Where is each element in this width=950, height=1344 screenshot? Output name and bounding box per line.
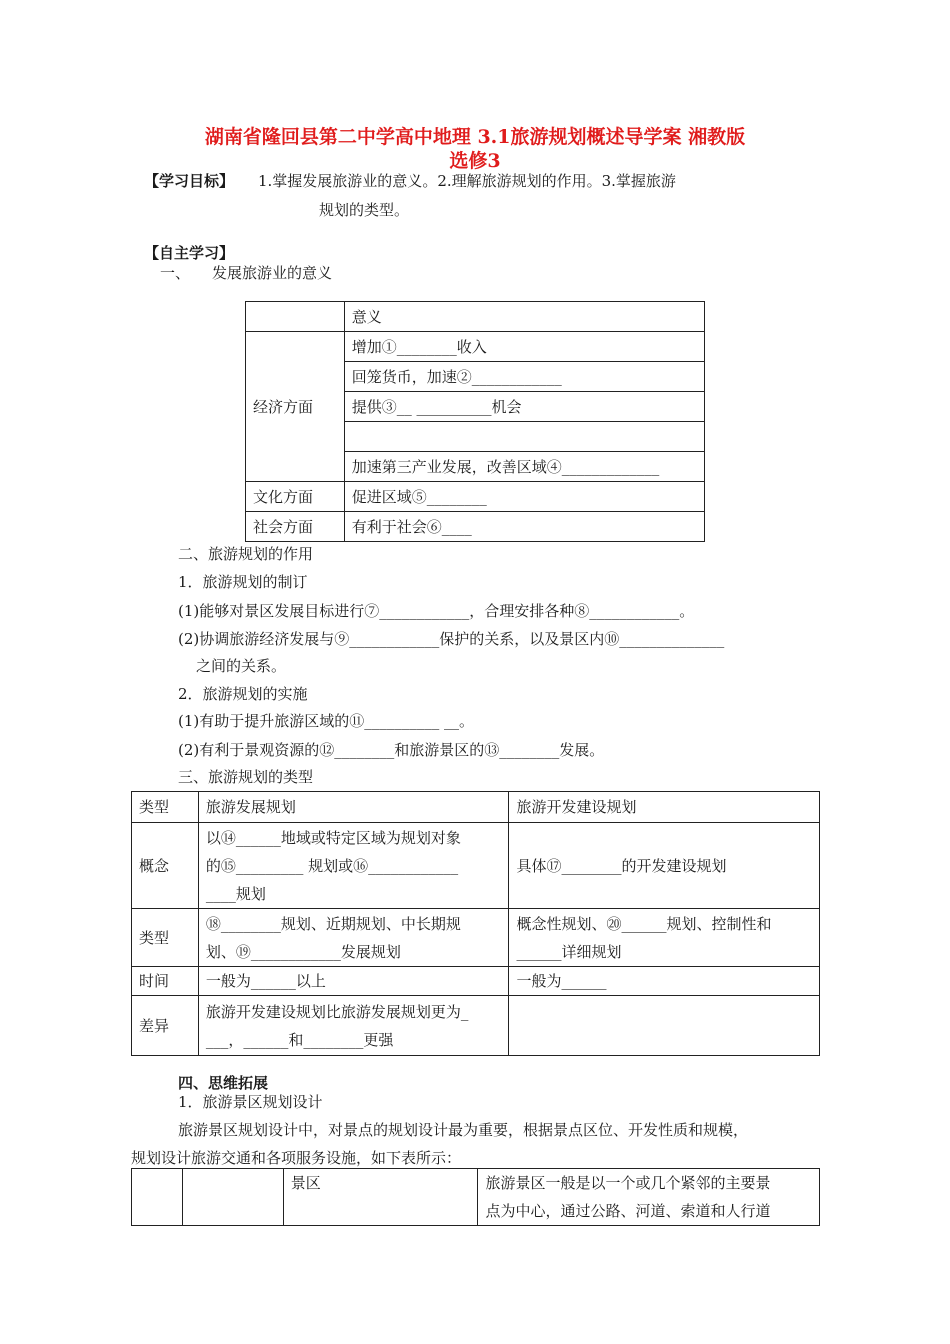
significance-table: [245, 301, 705, 542]
table1-row5: 加速第三产业发展，改善区域④_____________: [344, 452, 704, 482]
type-con-line2: ______详细规划: [516, 942, 622, 961]
concept-dev-line2: 的⑮_________ 规划或⑯____________: [205, 856, 459, 875]
planning-types-table: [131, 791, 820, 1056]
table2-concept-label: 概念: [132, 823, 199, 909]
goals-line2: 规划的类型。: [319, 201, 410, 219]
table2-header-construction: 旅游开发建设规划: [509, 792, 820, 823]
goals-label: 【学习目标】: [144, 172, 235, 190]
concept-dev-line3: ____规划: [205, 884, 266, 903]
section4-para1: 旅游景区规划设计中，对景点的规划设计最为重要，根据景点区位、开发性质和规模，: [178, 1121, 749, 1139]
section2-sub2: 2．旅游规划的实施: [178, 685, 308, 703]
section2-line4: (1)有助于提升旅游区域的⑪__________ __。: [178, 712, 475, 730]
section2-line1: (1)能够对景区发展目标进行⑦____________，合理安排各种⑧____________。: [178, 602, 695, 620]
scenic-desc-line1: 旅游景区一般是以一个或几个紧邻的主要景: [485, 1174, 771, 1192]
section2-line3: 之间的关系。: [196, 657, 287, 675]
table2-concept-development: [198, 823, 509, 909]
cultural-aspect-label: 文化方面: [246, 482, 345, 512]
difference-line2: ___，______和________更强: [205, 1030, 394, 1049]
table2-difference-label: 差异: [132, 996, 199, 1056]
table2-type-construction: [509, 909, 820, 967]
table2-type-development: [198, 909, 509, 967]
table1-row6: 促进区域⑤________: [344, 482, 704, 512]
goals-line1: 1.掌握发展旅游业的意义。2.理解旅游规划的作用。3.掌握旅游: [258, 172, 676, 190]
section1-title: 发展旅游业的意义: [212, 264, 333, 282]
type-dev-line1: ⑱________规划、近期规划、中长期规: [205, 914, 461, 933]
table2-difference-text: [198, 996, 509, 1056]
document-title-line2: 选修3: [449, 150, 501, 172]
scenic-design-table: [131, 1168, 820, 1226]
table2-type-label: 类型: [132, 909, 199, 967]
difference-line1: 旅游开发建设规划比旅游发展规划更为_: [205, 1002, 469, 1021]
section4-para2: 规划设计旅游交通和各项服务设施，如下表所示：: [131, 1149, 462, 1167]
economic-aspect-label: 经济方面: [246, 332, 345, 482]
concept-dev-line1: 以⑭______地域或特定区域为规划对象: [205, 828, 461, 847]
table1-row2: 回笼货币，加速②____________: [344, 362, 704, 392]
table2-header-type: 类型: [132, 792, 199, 823]
table2-difference-empty: [509, 996, 820, 1056]
section2-sub1: 1．旅游规划的制订: [178, 573, 308, 591]
self-study-label: 【自主学习】: [144, 244, 235, 262]
section1-number: 一、: [160, 264, 191, 282]
table2-time-development: 一般为______以上: [198, 967, 509, 996]
table1-row7: 有利于社会⑥____: [344, 512, 704, 542]
section4-sub1: 1．旅游景区规划设计: [178, 1093, 323, 1111]
table2-time-label: 时间: [132, 967, 199, 996]
section2-line5: (2)有利于景观资源的⑫________和旅游景区的⑬________发展。: [178, 741, 605, 759]
table3-cell2: [182, 1169, 283, 1226]
type-dev-line2: 划、⑲____________发展规划: [205, 942, 401, 961]
table3-scenic-area-label: 景区: [283, 1169, 478, 1226]
table1-empty-header: [246, 302, 345, 332]
section4-title: 四、思维拓展: [178, 1074, 269, 1092]
scenic-desc-line2: 点为中心，通过公路、河道、索道和人行道: [485, 1202, 771, 1220]
document-title-line1: 湖南省隆回县第二中学高中地理 3.1旅游规划概述导学案 湘教版: [204, 126, 746, 148]
table2-header-development: 旅游发展规划: [198, 792, 509, 823]
section2-title: 二、旅游规划的作用: [178, 545, 314, 563]
table3-scenic-area-description: [478, 1169, 820, 1226]
section2-line2: (2)协调旅游经济发展与⑨____________保护的关系，以及景区内⑩______________: [178, 630, 725, 648]
social-aspect-label: 社会方面: [246, 512, 345, 542]
type-con-line1: 概念性规划、⑳______规划、控制性和: [516, 914, 772, 933]
table2-concept-construction: 具体⑰________的开发建设规划: [509, 823, 820, 909]
table1-row1: 增加①________收入: [344, 332, 704, 362]
table3-cell1: [132, 1169, 183, 1226]
table1-header: 意义: [344, 302, 704, 332]
table1-row3: 提供③__ __________机会: [344, 392, 704, 422]
table2-time-construction: 一般为______: [509, 967, 820, 996]
table1-row4: [344, 422, 704, 452]
section3-title: 三、旅游规划的类型: [178, 768, 314, 786]
